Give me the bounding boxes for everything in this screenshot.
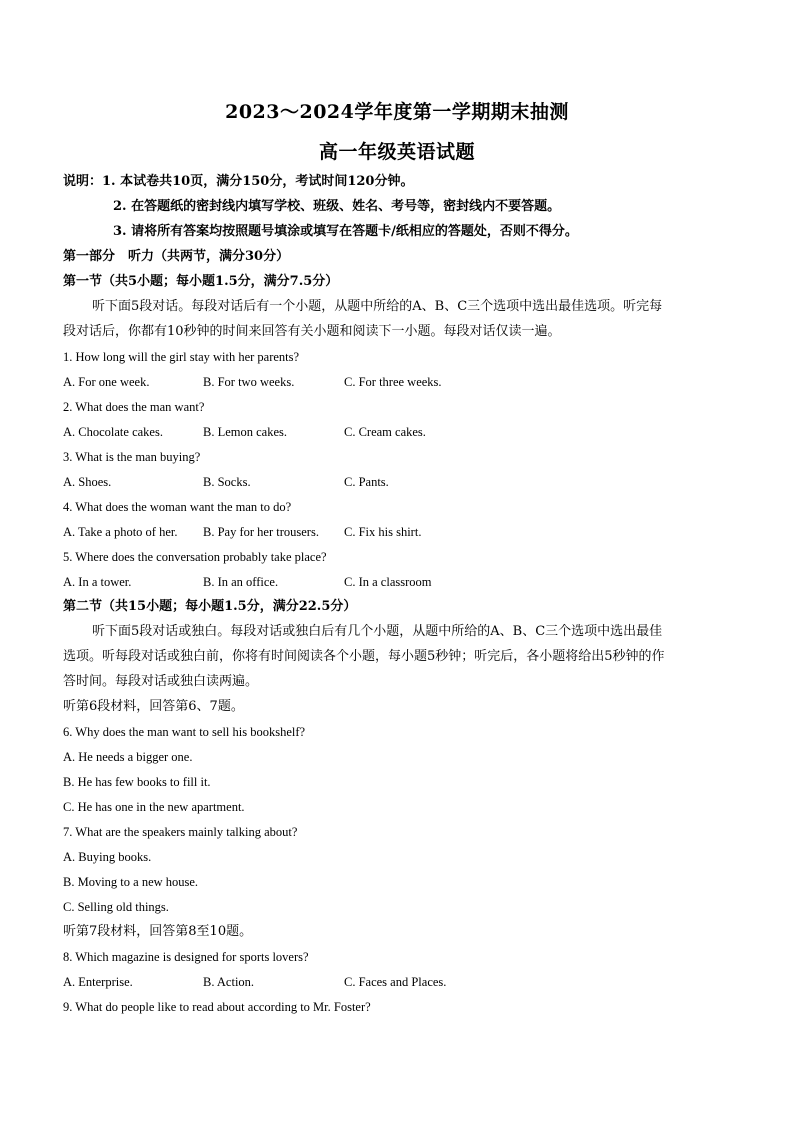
question-6-option-c: C. He has one in the new apartment. [63,800,245,814]
section2-instructions-1: 听下面5段对话或独白。每段对话或独白后有几个小题，从题中所给的A、B、C三个选项中选出最佳 [92,624,663,639]
exam-subtitle: 高一年级英语试题 [318,141,475,163]
question-8: 8. Which magazine is designed for sports lovers? [63,950,309,964]
question-9: 9. What do people like to read about according to Mr. Foster? [63,1000,371,1014]
question-5-option-c: C. In a classroom [344,575,432,589]
question-8-option-a: A. Enterprise. [63,975,133,989]
question-8-option-b: B. Action. [203,975,255,989]
question-8-option-c: C. Faces and Places. [344,975,447,989]
question-7-option-a: A. Buying books. [63,850,152,864]
note-line-1: 说明：1. 本试卷共10页，满分150分，考试时间120分钟。 [63,174,414,189]
material-6-intro: 听第6段材料，回答第6、7题。 [63,699,244,714]
question-1-option-c: C. For three weeks. [344,375,442,389]
section1-instructions-1: 听下面5段对话。每段对话后有一个小题，从题中所给的A、B、C三个选项中选出最佳选项。听完每 [92,299,663,314]
section1-instructions-2: 段对话后，你都有10秒钟的时间来回答有关小题和阅读下一小题。每段对话仅读一遍。 [63,324,561,339]
section2-instructions-2: 选项。听每段对话或独白前，你将有时间阅读各个小题，每小题5秒钟；听完后，各小题将给出5秒钟的作 [63,649,665,664]
question-1-option-b: B. For two weeks. [203,375,295,389]
question-3-option-a: A. Shoes. [63,475,112,489]
question-2-option-a: A. Chocolate cakes. [63,425,163,439]
question-3-option-c: C. Pants. [344,475,389,489]
question-4-option-a: A. Take a photo of her. [63,525,178,539]
question-3: 3. What is the man buying? [63,450,201,464]
question-2: 2. What does the man want? [63,400,205,414]
question-3-option-b: B. Socks. [203,475,251,489]
part1-heading: 第一部分 听力（共两节，满分30分） [63,249,290,264]
question-6-option-b: B. He has few books to fill it. [63,775,211,789]
question-5-option-b: B. In an office. [203,575,279,589]
question-7-option-c: C. Selling old things. [63,900,169,914]
question-4-option-c: C. Fix his shirt. [344,525,422,539]
question-6: 6. Why does the man want to sell his bookshelf? [63,725,306,739]
exam-title: 2023～2024学年度第一学期期末抽测 [225,101,569,123]
section1-heading: 第一节（共5小题；每小题1.5分，满分7.5分） [63,274,339,289]
section2-heading: 第二节（共15小题；每小题1.5分，满分22.5分） [63,599,357,614]
question-2-option-b: B. Lemon cakes. [203,425,288,439]
question-1-option-a: A. For one week. [63,375,150,389]
question-7: 7. What are the speakers mainly talking about? [63,825,298,839]
section2-instructions-3: 答时间。每段对话或独白读两遍。 [63,674,259,689]
material-7-intro: 听第7段材料，回答第8至10题。 [63,924,253,939]
question-1: 1. How long will the girl stay with her parents? [63,350,300,364]
question-2-option-c: C. Cream cakes. [344,425,426,439]
question-7-option-b: B. Moving to a new house. [63,875,199,889]
note-line-3: 3. 请将所有答案均按照题号填涂或填写在答题卡/纸相应的答题处，否则不得分。 [113,224,578,239]
question-4: 4. What does the woman want the man to do? [63,500,292,514]
question-5-option-a: A. In a tower. [63,575,132,589]
question-6-option-a: A. He needs a bigger one. [63,750,193,764]
question-4-option-b: B. Pay for her trousers. [203,525,319,539]
question-5: 5. Where does the conversation probably take place? [63,550,327,564]
note-line-2: 2. 在答题纸的密封线内填写学校、班级、姓名、考号等，密封线内不要答题。 [113,199,561,214]
